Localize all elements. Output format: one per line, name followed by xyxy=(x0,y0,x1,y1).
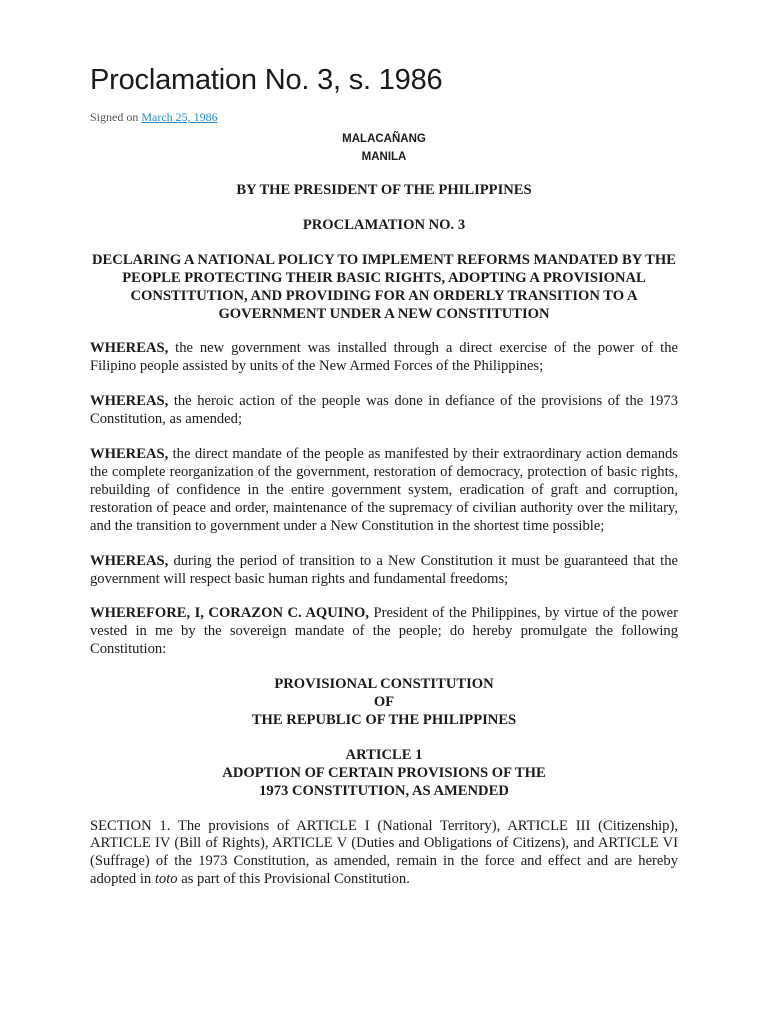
whereas-paragraph-3 xyxy=(90,446,678,536)
signed-line xyxy=(90,110,218,125)
article-title-line-2: 1973 CONSTITUTION, AS AMENDED xyxy=(259,782,509,799)
header-malacanang: MALACAÑANG xyxy=(342,133,426,145)
whereas-lead: WHEREAS, xyxy=(90,340,169,357)
signed-prefix: Signed on xyxy=(90,110,139,124)
wherefore-paragraph xyxy=(90,605,678,659)
section-1-text-end: as part of this Provisional Constitution. xyxy=(177,871,410,888)
document-body xyxy=(90,130,678,889)
page-title: Proclamation No. 3, s. 1986 xyxy=(90,64,443,96)
section-1-paragraph xyxy=(90,818,678,890)
article-number: ARTICLE 1 xyxy=(345,746,423,763)
proclamation-number: PROCLAMATION NO. 3 xyxy=(302,216,466,233)
whereas-lead: WHEREAS, xyxy=(90,446,169,463)
section-1-italic: toto xyxy=(154,871,178,888)
whereas-lead: WHEREAS, xyxy=(90,393,169,410)
whereas-paragraph-4 xyxy=(90,553,678,589)
whereas-text: the direct mandate of the people as manifested by their extraordinary action demands the complete reorganization of the government, restoration of democracy, protection of basic rights, rebuilding of confidence in the entire government system, eradication of graft and corruption, restoration of peace and order, maintenance of the supremacy of civilian authority over the military, and the transition to government under a New Constitution in the shortest time possible; xyxy=(90,446,678,534)
constitution-title-line-3: THE REPUBLIC OF THE PHILIPPINES xyxy=(251,711,517,728)
signed-date-link[interactable]: March 25, 1986 xyxy=(141,110,218,124)
whereas-text: the heroic action of the people was done in defiance of the provisions of the 1973 Constitution, as amended; xyxy=(90,393,678,428)
by-president-heading: BY THE PRESIDENT OF THE PHILIPPINES xyxy=(236,182,532,198)
constitution-title-line-2: OF xyxy=(373,694,395,711)
proclamation-heading: DECLARING A NATIONAL POLICY TO IMPLEMENT REFORMS MANDATED BY THE PEOPLE PROTECTING THEIR BASIC RIGHTS, ADOPTING A PROVISIONAL CONSTITUTION, AND PROVIDING FOR AN ORDERLY TRANSITION TO A GOVERNMENT UNDER A NEW CONSTITUTION xyxy=(92,251,676,322)
wherefore-text: President of the Philippines, by virtue of the power vested in me by the sovereign mandate of the people; do hereby promulgate the following Constitution: xyxy=(90,605,678,658)
whereas-text: the new government was installed through a direct exercise of the power of the Filipino people assisted by units of the New Armed Forces of the Philippines; xyxy=(90,340,678,375)
constitution-title-line-1: PROVISIONAL CONSTITUTION xyxy=(274,676,494,693)
whereas-lead: WHEREAS, xyxy=(90,552,169,569)
whereas-paragraph-2 xyxy=(90,393,678,429)
article-title-line-1: ADOPTION OF CERTAIN PROVISIONS OF THE xyxy=(222,764,546,781)
header-manila: MANILA xyxy=(361,151,407,163)
whereas-text: during the period of transition to a New Constitution it must be guaranteed that the government will respect basic human rights and fundamental freedoms; xyxy=(90,552,678,587)
section-1-text: SECTION 1. The provisions of ARTICLE I (National Territory), ARTICLE III (Citizenship), ARTICLE IV (Bill of Rights), ARTICLE V (Duties and Obligations of Citizens), and ARTICLE VI (Suffrage) of the 1973 Constitution, as amended, remain in the force and effect and are hereby adopted in xyxy=(90,817,678,888)
whereas-paragraph-1 xyxy=(90,340,678,376)
wherefore-lead: WHEREFORE, I, CORAZON C. AQUINO, xyxy=(90,605,369,622)
